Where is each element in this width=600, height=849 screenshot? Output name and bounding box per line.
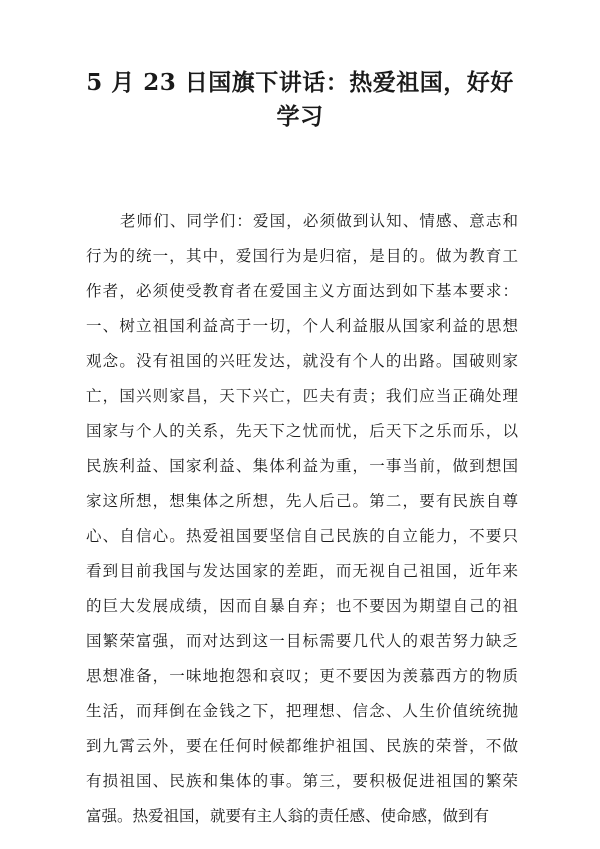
body-line: 亡，国兴则家昌，天下兴亡，匹夫有责；我们应当正确处理: [86, 387, 518, 405]
title-line-2: 学习: [276, 103, 324, 130]
body-line: 心、自信心。热爱祖国要坚信自己民族的自立能力，不要只: [86, 527, 518, 545]
body-line: 思想准备，一味地抱怨和哀叹；更不要因为羡慕西方的物质: [86, 667, 518, 685]
body-line: 生活，而拜倒在金钱之下，把理想、信念、人生价值统统抛: [86, 702, 518, 720]
body-line: 国家与个人的关系，先天下之忧而忧，后天下之乐而乐，以: [86, 422, 518, 440]
body-line: 看到目前我国与发达国家的差距，而无视自己祖国，近年来: [86, 562, 518, 580]
body-line: 观念。没有祖国的兴旺发达，就没有个人的出路。国破则家: [86, 352, 518, 370]
body-line: 老师们、同学们：爱国，必须做到认知、情感、意志和: [120, 212, 518, 230]
body-line: 家这所想，想集体之所想，先人后己。第二，要有民族自尊: [86, 492, 518, 510]
body-line: 的巨大发展成绩，因而自暴自弃；也不要因为期望自己的祖: [86, 597, 518, 615]
body-line: 作者，必须使受教育者在爱国主义方面达到如下基本要求：: [86, 282, 518, 300]
body-line: 行为的统一，其中，爱国行为是归宿，是目的。做为教育工: [86, 247, 518, 265]
title-line-1: 5 月 23 日国旗下讲话：热爱祖国，好好: [86, 69, 514, 96]
body-line: 一、树立祖国利益高于一切，个人利益服从国家利益的思想: [86, 317, 518, 335]
document-title: [60, 66, 540, 134]
body-line: 富强。热爱祖国，就要有主人翁的责任感、使命感，做到有: [86, 807, 490, 825]
document-body: [86, 204, 518, 834]
body-line: 到九霄云外，要在任何时候都维护祖国、民族的荣誉，不做: [86, 737, 518, 755]
body-line: 国繁荣富强，而对达到这一目标需要几代人的艰苦努力缺乏: [86, 632, 518, 650]
body-line: 民族利益、国家利益、集体利益为重，一事当前，做到想国: [86, 457, 518, 475]
body-line: 有损祖国、民族和集体的事。第三，要积极促进祖国的繁荣: [86, 772, 518, 790]
